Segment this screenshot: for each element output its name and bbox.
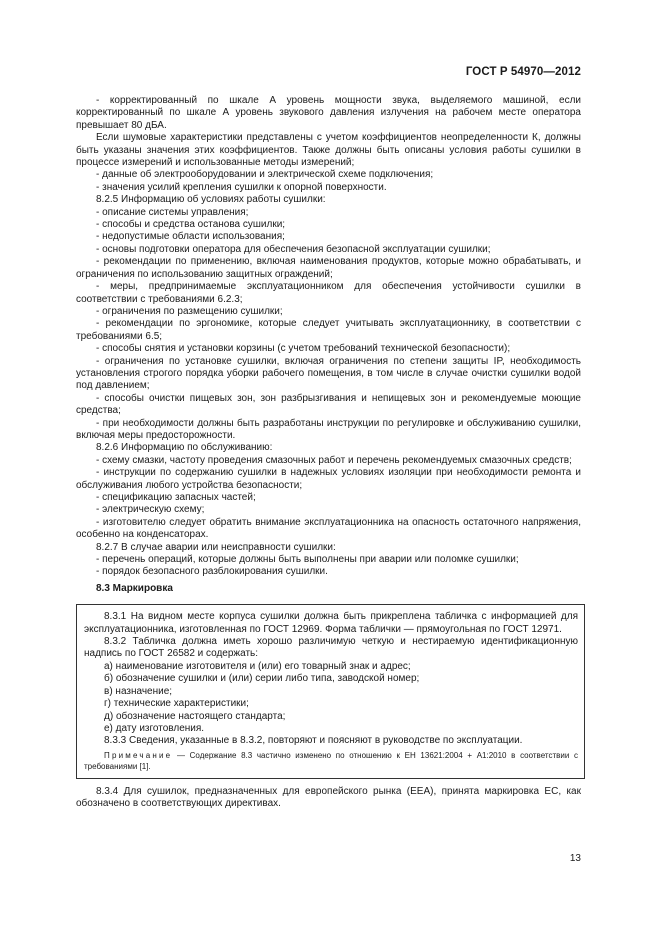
list-item: - корректированный по шкале А уровень мощности звука, выделяемого машиной, если корректированный по шкале А уровень звукового давления излучения на рабочем месте оператора превышает 80 дБА. (76, 95, 581, 131)
list-item: - электрическую схему; (96, 504, 205, 516)
list-item: д) обозначение настоящего стандарта; (104, 710, 286, 722)
list-item: - способы и средства останова сушилки; (96, 219, 286, 231)
list-item: - данные об электрооборудовании и электрической схеме подключения; (96, 169, 434, 181)
section-heading: 8.3 Маркировка (96, 582, 173, 594)
page-body (76, 95, 581, 811)
clause-8-2-6: 8.2.6 Информацию по обслуживанию: (96, 442, 273, 454)
list-item: - спецификацию запасных частей; (96, 492, 256, 503)
list-item: б) обозначение сушилки и (или) серии либо типа, заводской номер; (104, 673, 420, 685)
list-item: - недопустимые области использования; (96, 231, 285, 243)
amended-text-box (76, 604, 585, 778)
clause-8-3-2: 8.3.2 Табличка должна иметь хорошо различимую четкую и нестираемую идентификационную надпись по ГОСТ 26582 и содержать: (84, 636, 578, 660)
clause-8-3-3: 8.3.3 Сведения, указанные в 8.3.2, повторяют и поясняют в руководстве по эксплуатации. (104, 735, 523, 747)
clause-8-3-1: 8.3.1 На видном месте корпуса сушилки должна быть прикреплена табличка с информацией для эксплуатационника, изготовленная по ГОСТ 12969. Форма таблички — прямоугольная по ГОСТ 12971. (84, 611, 578, 635)
clause-8-2-7: 8.2.7 В случае аварии или неисправности сушилки: (96, 541, 336, 553)
note-text: — Содержание 8.3 частично изменено по отношению к ЕН 13621:2004 + А1:2010 в соответствии с требованиями [1]. (84, 750, 578, 771)
list-item: - меры, предпринимаемые эксплуатационником для обеспечения устойчивости сушилки в соответствии с требованиями 6.2.3; (76, 281, 581, 305)
list-item: - порядок безопасного разблокирования сушилки. (96, 566, 328, 578)
document-code-header: ГОСТ Р 54970—2012 (465, 66, 581, 78)
list-item: - изготовителю следует обратить внимание эксплуатационника на опасность остаточного напряжения, особенно на конденсаторах. (76, 516, 581, 541)
page-number: 13 (569, 853, 581, 864)
list-item: - способы очистки пищевых зон, зон разбрызгивания и непищевых зон и рекомендуемые моющие средства; (76, 392, 581, 417)
list-item: в) назначение; (104, 685, 173, 697)
paragraph: Если шумовые характеристики представлены с учетом коэффициентов неопределенности К, должны быть указаны значения этих коэффициентов. Также должны быть описаны условия работы сушилки в процессе измерений и использованные методы измерений; (76, 132, 581, 169)
list-item: - инструкции по содержанию сушилки в надежных условиях изоляции при необходимости ремонта и обслуживания любого устройства безопасности; (76, 467, 581, 491)
list-item: - при необходимости должны быть разработаны инструкции по регулировке и обслуживанию сушилки, включая меры предосторожности. (76, 417, 581, 441)
list-item: - схему смазки, частоту проведения смазочных работ и перечень рекомендуемых смазочных средств; (96, 454, 572, 466)
note (84, 750, 578, 772)
list-item: - рекомендации по применению, включая наименования продуктов, которые можно обрабатывать, и ограничения по использованию защитных ограждений; (76, 256, 581, 280)
list-item: - рекомендации по эргономике, которые следует учитывать эксплуатационнику, в соответствии с требованиями 6.5; (76, 318, 581, 342)
note-label: Примечание (104, 750, 173, 760)
clause-8-2-5: 8.2.5 Информацию об условиях работы сушилки: (96, 194, 326, 206)
clause-8-3-4: 8.3.4 Для сушилок, предназначенных для европейского рынка (ЕЕА), принята маркировка ЕС, как обозначено в соответствующих директивах. (76, 785, 581, 810)
list-item: г) технические характеристики; (104, 698, 249, 710)
list-item: - перечень операций, которые должны быть выполнены при аварии или поломке сушилки; (96, 554, 519, 566)
list-item: - ограничения по установке сушилки, включая ограничения по степени защиты IP, необходимость установления строгого порядка уборки рабочего помещения, в том числе в случае очистки сушилки водой под давлением; (76, 355, 581, 392)
list-item: - ограничения по размещению сушилки; (96, 305, 283, 317)
list-item: - основы подготовки оператора для обеспечения безопасной эксплуатации сушилки; (96, 243, 491, 255)
list-item: - значения усилий крепления сушилки к опорной поверхности. (96, 181, 387, 193)
list-item: - описание системы управления; (96, 206, 249, 218)
list-item: е) дату изготовления. (104, 722, 205, 734)
list-item: а) наименование изготовителя и (или) его товарный знак и адрес; (104, 660, 411, 672)
list-item: - способы снятия и установки корзины (с учетом требований технической безопасности); (96, 343, 511, 355)
